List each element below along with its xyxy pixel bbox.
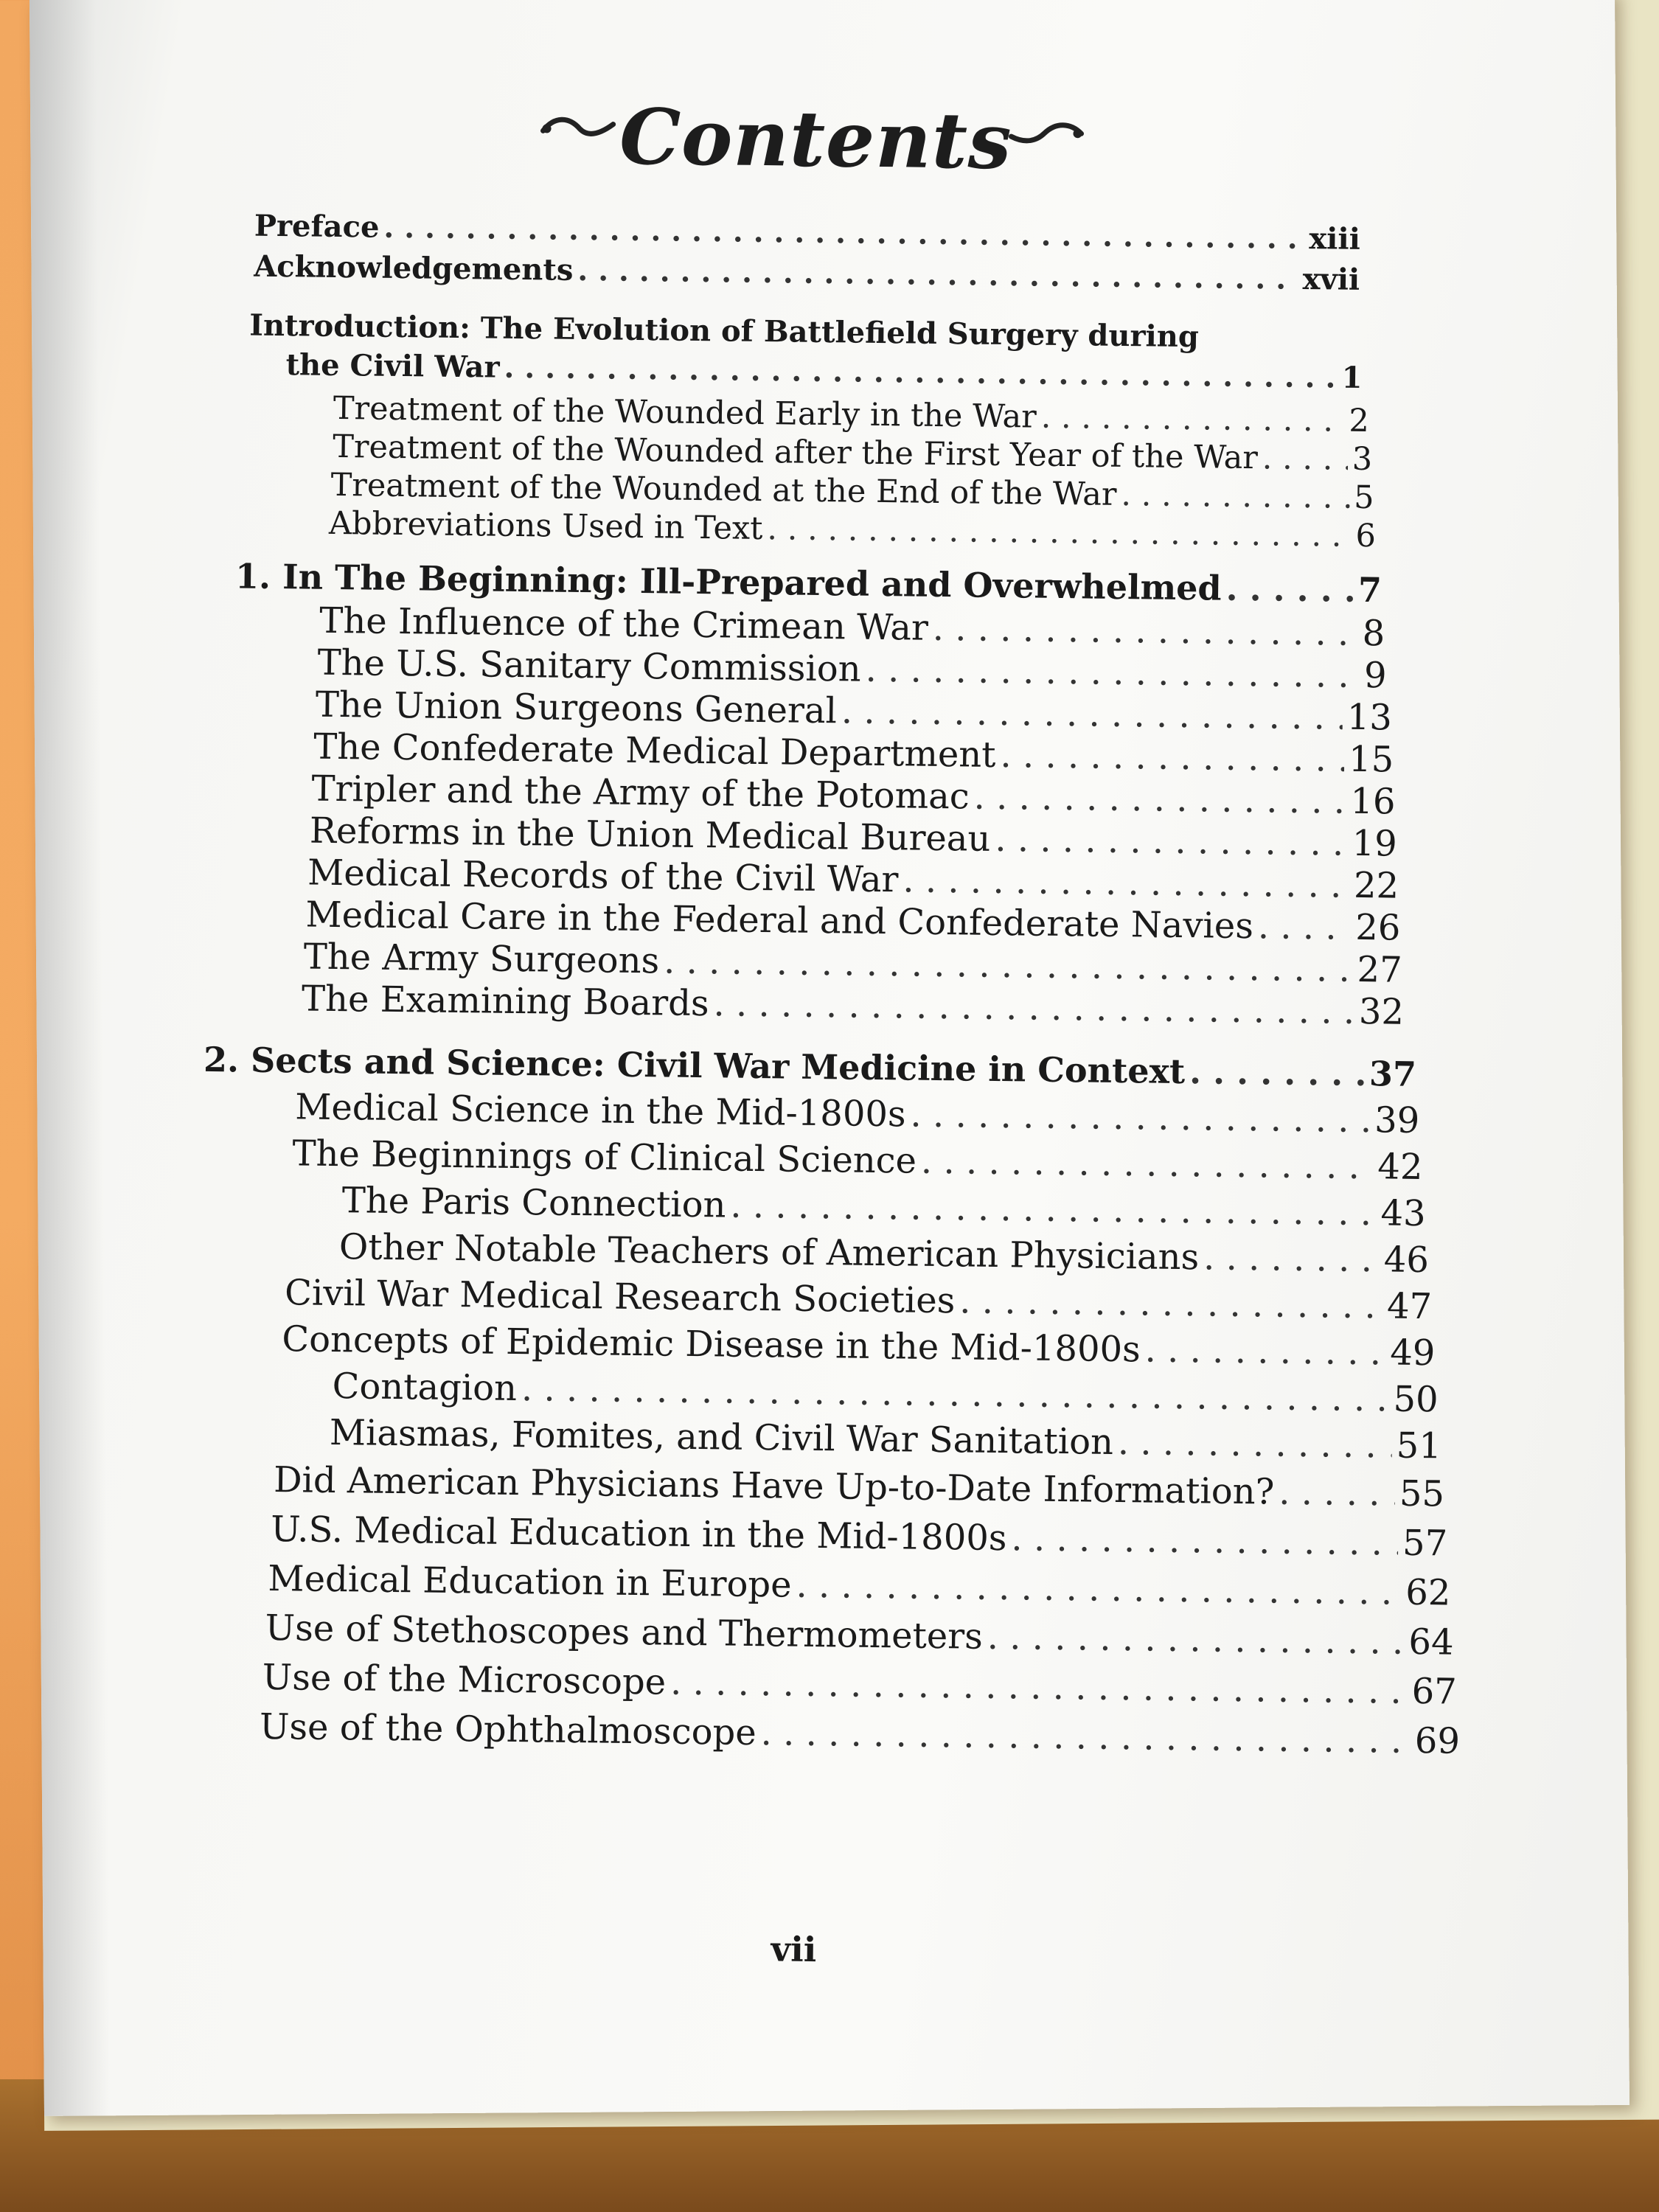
toc-entry-page: 27 [1357,948,1403,991]
toc-entry-ch2-subsection[interactable] [332,1366,1439,1420]
toc-entry-label: U.S. Medical Education in the Mid-1800s [270,1509,1007,1559]
toc-entry-label: Contagion [332,1366,518,1410]
dot-leader [670,1662,1408,1712]
dot-leader [664,940,1353,990]
dot-leader [987,1616,1404,1663]
toc-entry-acknowledgements[interactable] [254,249,1360,297]
toc-entry-ch2-section[interactable] [271,1509,1448,1564]
toc-entry-label: Concepts of Epidemic Disease in the Mid-1800s [282,1318,1141,1371]
toc-entry-label: Preface [254,208,380,245]
toc-entry-page: 8 [1362,612,1385,655]
toc-entry-page: 1 [1341,360,1363,395]
toc-entry-ch2-section[interactable] [295,1086,1420,1141]
toc-entry-label: Tripler and the Army of the Potomac [311,768,970,818]
toc-entry-ch2-section[interactable] [260,1706,1461,1762]
dot-leader [1189,1051,1365,1093]
toc-entry-label: Civil War Medical Research Societies [284,1272,956,1322]
dot-leader [973,776,1346,822]
toc-entry-label: Did American Physicians Have Up-to-Date Information? [273,1459,1275,1513]
dot-leader [760,1712,1411,1761]
toc-entry-label: Reforms in the Union Medical Bureau [309,810,991,860]
toc-entry-page: 50 [1393,1378,1439,1421]
toc-entry-page: 5 [1353,479,1374,517]
dot-leader [910,1094,1370,1141]
toc-entry-label: 1. In The Beginning: Ill-Prepared and Overwhelmed [234,556,1222,608]
toc-entry-ch2-section[interactable] [274,1459,1445,1514]
toc-entry-ch2-section[interactable] [268,1558,1451,1614]
toc-entry-ch2-subsection[interactable] [341,1180,1426,1234]
toc-entry-label: The Confederate Medical Department [313,726,996,776]
page-content [7,0,1618,2120]
toc-entry-page: xvii [1302,261,1360,297]
dot-leader [521,1368,1389,1419]
toc-entry-ch2-section[interactable] [292,1133,1423,1188]
dot-leader [577,253,1298,296]
dot-leader [921,1141,1374,1187]
toc-entry-page: 55 [1399,1472,1445,1515]
toc-entry-page: 6 [1355,517,1377,555]
toc-entry-label: The Beginnings of Clinical Science [292,1133,917,1182]
dot-leader [796,1565,1401,1613]
toc-entry-page: 69 [1414,1719,1461,1762]
toc-entry-label: Miasmas, Fomites, and Civil War Sanitation [329,1411,1114,1463]
toc-entry-label: Treatment of the Wounded at the End of the War [330,466,1117,513]
page-number: vii [771,1929,817,1970]
toc-entry-page: 39 [1374,1099,1420,1141]
toc-entry-page: 37 [1368,1054,1417,1094]
dot-leader [841,690,1343,737]
dot-leader [730,1185,1377,1234]
toc-entry-page: xiii [1309,221,1361,257]
dot-leader [865,649,1360,696]
dot-leader [1144,1329,1385,1373]
toc-entry-chapter-2[interactable] [204,1040,1417,1094]
toc-entry-label: The Union Surgeons General [315,684,838,732]
toc-entry-page: 67 [1411,1670,1458,1713]
introduction-title-line1[interactable]: Introduction: The Evolution of Battlefield Surgery during [248,307,1200,355]
toc-entry-label: Other Notable Teachers of American Physicians [338,1226,1200,1279]
toc-entry-page: 15 [1348,738,1394,781]
toc-entry-page: 64 [1408,1621,1454,1663]
dot-leader [1118,1422,1392,1467]
toc-entry-preface[interactable] [254,209,1360,257]
dot-leader [995,818,1348,864]
toc-entry-label: The Army Surgeons [303,936,660,982]
dot-leader [1040,399,1344,439]
toc-entry-page: 42 [1377,1146,1423,1189]
toc-entry-page: 16 [1350,780,1396,823]
toc-entry-ch2-section[interactable] [285,1272,1433,1327]
toc-entry-page: 32 [1358,990,1405,1033]
toc-entry-page: 49 [1389,1332,1436,1374]
toc-entry-label: Use of the Microscope [262,1656,667,1703]
toc-entry-label: The U.S. Sanitary Commission [317,641,861,690]
dot-leader [383,210,1305,256]
table-of-contents [7,0,1618,2120]
toc-entry-page: 22 [1353,864,1399,907]
dot-leader [504,350,1338,395]
toc-entry-label: Use of Stethoscopes and Thermometers [265,1607,984,1658]
toc-entry-page: 51 [1396,1425,1442,1467]
dot-leader [713,983,1354,1032]
book [29,0,1659,2131]
dot-leader [1000,734,1344,780]
dot-leader [1011,1517,1398,1563]
toc-entry-page: 43 [1380,1192,1427,1235]
toc-entry-label: Treatment of the Wounded after the First Year of the War [332,428,1259,477]
dot-leader [959,1280,1382,1326]
toc-entry-ch2-subsection[interactable] [330,1412,1442,1467]
toc-entry-label: 2. Sects and Science: Civil War Medicine in Context [203,1039,1186,1092]
toc-entry-label: Medical Records of the Civil War [307,852,899,901]
dot-leader [902,859,1349,905]
contents-page [29,0,1630,2116]
toc-entry-ch2-section[interactable] [282,1318,1436,1374]
toc-entry-page: 19 [1352,822,1398,865]
toc-entry-page: 3 [1352,440,1373,479]
toc-entry-label: The Influence of the Crimean War [319,599,929,649]
toc-entry-label: the Civil War [285,347,500,385]
dot-leader [1225,568,1354,610]
dot-leader [1258,905,1352,948]
toc-entry-label: The Examining Boards [301,978,709,1025]
toc-entry-page: 46 [1383,1239,1430,1281]
toc-entry-label: Medical Education in Europe [268,1557,792,1606]
toc-entry-label: Treatment of the Wounded Early in the War [333,389,1037,436]
toc-entry-label: Medical Science in the Mid-1800s [294,1086,906,1135]
dot-leader [767,510,1352,554]
toc-entry-page: 62 [1405,1571,1451,1614]
toc-entry-introduction[interactable] [285,347,1362,395]
toc-entry-label: Abbreviations Used in Text [328,504,763,548]
toc-entry-ch2-section[interactable] [265,1607,1454,1663]
toc-entry-label: Medical Care in the Federal and Confederate Navies [305,894,1254,947]
toc-entry-label: Acknowledgements [253,248,574,288]
toc-entry-page: 2 [1349,402,1370,440]
dot-leader [1279,1472,1395,1514]
toc-entry-label: Use of the Ophthalmoscope [259,1705,757,1754]
dot-leader [932,608,1358,654]
toc-entry-label: The Paris Connection [341,1180,726,1226]
toc-entry-ch2-section[interactable] [262,1657,1458,1713]
dot-leader [1203,1237,1380,1280]
toc-entry-ch2-subsection[interactable] [339,1226,1430,1281]
dot-leader [1262,439,1349,477]
toc-entry-page: 13 [1346,696,1393,739]
page-title: Contents [619,91,1013,187]
toc-entry-page: 26 [1354,906,1401,949]
toc-entry-page: 7 [1357,569,1382,611]
dot-leader [1121,476,1349,516]
toc-entry-page: 57 [1402,1522,1448,1565]
toc-entry-page: 9 [1363,655,1387,697]
toc-entry-page: 47 [1386,1285,1433,1328]
